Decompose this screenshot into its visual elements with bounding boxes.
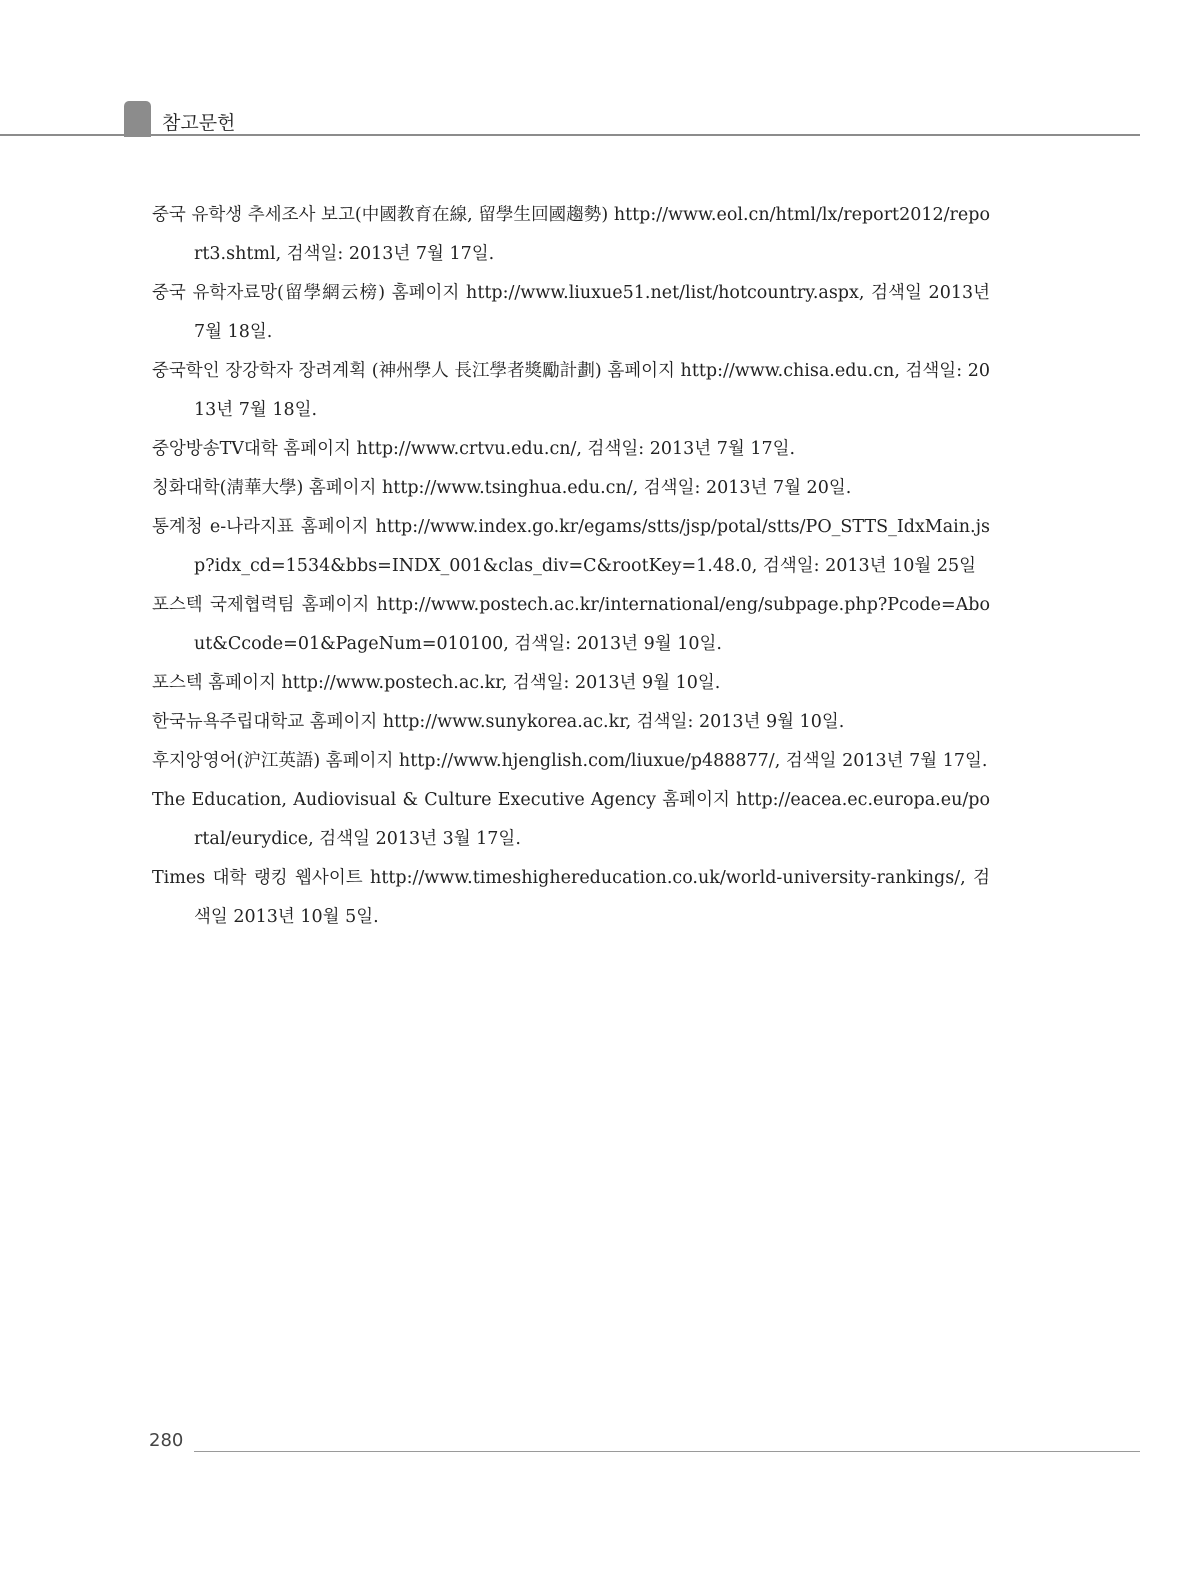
reference-item: 통계청 e-나라지표 홈페이지 http://www.index.go.kr/egams/stts/jsp/potal/stts/PO_STTS_IdxMain.jsp?idx_cd=1534&bbs=INDX_001&clas_div=C&rootKey=1.48.0, 검색일: 2013년 10월 25일 [152, 517, 990, 576]
page-number: 280 [149, 1430, 184, 1451]
reference-item: 후지앙영어(沪江英語) 홈페이지 http://www.hjenglish.com/liuxue/p488877/, 검색일 2013년 7월 17일. [152, 751, 988, 771]
section-title: 참고문헌 [162, 112, 236, 134]
reference-item: 포스텍 국제협력팀 홈페이지 http://www.postech.ac.kr/international/eng/subpage.php?Pcode=About&Ccode=01&PageNum=010100, 검색일: 2013년 9월 10일. [152, 595, 990, 654]
reference-list [152, 196, 990, 937]
reference-item: Times 대학 랭킹 웹사이트 http://www.timeshighereducation.co.uk/world-university-rankings/, 검색일 2013년 10월 5일. [152, 868, 990, 927]
footer-rule [194, 1451, 1140, 1452]
header-tab-marker [124, 101, 151, 137]
reference-item: 중앙방송TV대학 홈페이지 http://www.crtvu.edu.cn/, 검색일: 2013년 7월 17일. [152, 439, 796, 459]
reference-item: 중국 유학자료망(留學網云榜) 홈페이지 http://www.liuxue51.net/list/hotcountry.aspx, 검색일 2013년 7월 18일. [152, 283, 990, 342]
reference-item: 한국뉴욕주립대학교 홈페이지 http://www.sunykorea.ac.kr, 검색일: 2013년 9월 10일. [152, 712, 845, 732]
reference-item: 칭화대학(淸華大學) 홈페이지 http://www.tsinghua.edu.cn/, 검색일: 2013년 7월 20일. [152, 478, 852, 498]
reference-item: 중국 유학생 추세조사 보고(中國教育在線, 留學生回國趨勢) http://www.eol.cn/html/lx/report2012/report3.shtml, 검색일: 2013년 7월 17일. [152, 205, 990, 264]
reference-item: The Education, Audiovisual & Culture Executive Agency 홈페이지 http://eacea.ec.europa.eu/portal/eurydice, 검색일 2013년 3월 17일. [152, 790, 990, 849]
reference-item: 중국학인 장강학자 장려계획 (神州學人 長江學者獎勵計劃) 홈페이지 http://www.chisa.edu.cn, 검색일: 2013년 7월 18일. [152, 361, 990, 420]
reference-item: 포스텍 홈페이지 http://www.postech.ac.kr, 검색일: 2013년 9월 10일. [152, 673, 721, 693]
